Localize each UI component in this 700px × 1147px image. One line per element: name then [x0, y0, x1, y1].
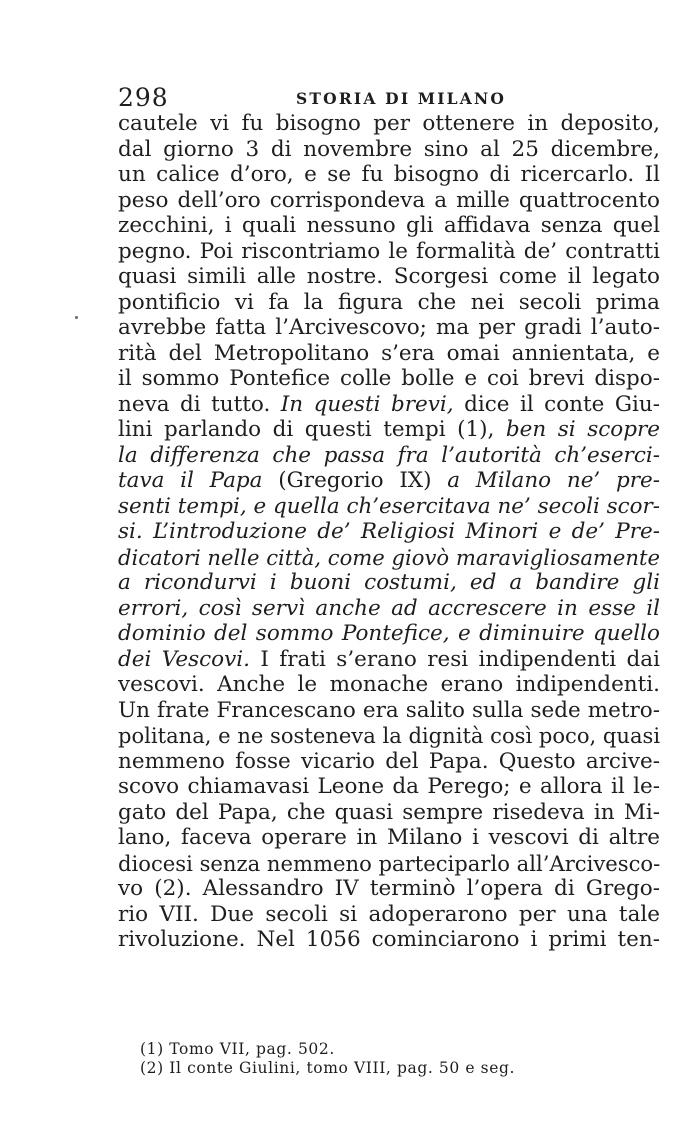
text-run: gato del Papa, che quasi sempre risedeva in Mi-: [118, 799, 660, 825]
text-line: [118, 162, 660, 188]
text-line: [118, 290, 660, 316]
text-line: [118, 341, 660, 367]
text-line: [118, 315, 660, 341]
text-run: nemmeno fosse vicario del Papa. Questo arcive-: [118, 748, 660, 774]
text-line: [118, 443, 660, 469]
text-run: rio VII. Due secoli si adoperarono per una tale: [118, 901, 660, 927]
text-line: [118, 927, 660, 953]
text-line: [118, 111, 660, 137]
text-line: [118, 647, 660, 673]
text-line: [118, 239, 660, 265]
italic-run: si. L’introduzione de’ Religiosi Minori e de’ Pre-: [118, 519, 660, 544]
text-line: [118, 137, 660, 163]
text-line: [118, 596, 660, 622]
text-run: cautele vi fu bisogno per ottenere in deposito,: [118, 111, 660, 136]
text-run: avrebbe fatta l’Arcivescovo; ma per gradi l’auto-: [118, 315, 660, 340]
body-text: [118, 111, 660, 953]
text-line: [118, 570, 660, 596]
text-run: scovo chiamavasi Leone da Perego; e allora il le-: [118, 774, 660, 799]
text-run: un calice d’oro, e se fu bisogno di ricercarlo. Il: [118, 162, 660, 187]
text-run: pontificio vi fa la figura che nei secoli prima: [118, 289, 660, 315]
text-run: pegno. Poi riscontriamo le formalità de’ contratti: [118, 238, 660, 264]
text-line: [118, 876, 660, 902]
text-line: [118, 800, 660, 826]
text-line: [118, 213, 660, 239]
footnote: (1) Tomo VII, pag. 502.: [140, 1040, 335, 1058]
text-line: [118, 723, 660, 749]
italic-run: ben si scopre: [505, 417, 660, 442]
text-line: [118, 774, 660, 800]
text-run: Un frate Francescano era salito sulla sede metro-: [118, 697, 660, 723]
italic-run: la differenza che passa fra l’autorità ch’eserci-: [118, 442, 660, 468]
text-line: [118, 188, 660, 214]
text-run: rivoluzione. Nel 1056 cominciarono i primi ten-: [118, 927, 660, 952]
text-line: [118, 902, 660, 928]
text-run: vo (2). Alessandro IV terminò l’opera di Grego-: [118, 876, 660, 901]
italic-run: dicatori nelle città, come giovò maravigliosamente: [118, 544, 660, 570]
text-line: [118, 672, 660, 698]
italic-run: a ricondurvi i buoni costumi, ed a bandire gli: [118, 570, 660, 595]
italic-run: dei Vescovi.: [118, 646, 250, 672]
text-line: [118, 825, 660, 851]
text-run: il sommo Pontefice colle bolle e coi brevi dispo-: [118, 366, 660, 391]
italic-run: dominio del sommo Pontefice, e diminuire quello: [118, 621, 660, 646]
text-run: lano, faceva operare in Milano i vescovi di altre: [118, 825, 660, 850]
text-line: [118, 366, 660, 392]
text-line: [118, 264, 660, 290]
margin-mark: [75, 316, 78, 319]
text-line: [118, 749, 660, 775]
text-run: (Gregorio IX): [262, 468, 448, 493]
text-run: neva di tutto.: [118, 391, 281, 417]
italic-run: In questi brevi,: [280, 391, 454, 417]
text-run: lini parlando di questi tempi (1),: [118, 417, 506, 442]
italic-run: a Milano ne’ pre-: [447, 468, 660, 493]
running-title: STORIA DI MILANO: [296, 89, 507, 108]
text-line: [118, 392, 660, 418]
text-line: [118, 851, 660, 877]
italic-run: errori, così servì anche ad accrescere in esse il: [118, 595, 660, 621]
text-run: vescovi. Anche le monache erano indipendenti.: [118, 672, 660, 697]
footnote: (2) Il conte Giulini, tomo VIII, pag. 50 e seg.: [140, 1059, 516, 1077]
running-head: [118, 84, 660, 112]
text-line: [118, 545, 660, 571]
page-number: 298: [118, 83, 169, 112]
text-run: peso dell’oro corrispondeva a mille quattrocento: [118, 187, 660, 213]
text-run: rità del Metropolitano s’era omai annientata, e: [118, 340, 660, 366]
text-line: [118, 417, 660, 443]
text-run: dal giorno 3 di novembre sino al 25 dicembre,: [118, 136, 660, 162]
text-run: dice il conte Giu-: [453, 391, 661, 417]
italic-run: senti tempi, e quella ch’esercitava ne’ secoli scor-: [118, 493, 660, 519]
italic-run: tava il Papa: [118, 468, 263, 493]
text-line: [118, 468, 660, 494]
text-run: zecchini, i quali nessuno gli affidava senza quel: [118, 213, 660, 238]
text-run: politana, e ne sosteneva la dignità così poco, quasi: [118, 723, 661, 748]
text-line: [118, 621, 660, 647]
text-line: [118, 494, 660, 520]
text-run: quasi simili alle nostre. Scorgesi come il legato: [118, 264, 660, 289]
footnotes: [140, 1040, 600, 1078]
text-line: [118, 698, 660, 724]
text-line: [118, 519, 660, 545]
text-run: diocesi senza nemmeno parteciparlo all’Arcivesco-: [118, 850, 661, 876]
text-run: I frati s’erano resi indipendenti dai: [249, 646, 660, 672]
